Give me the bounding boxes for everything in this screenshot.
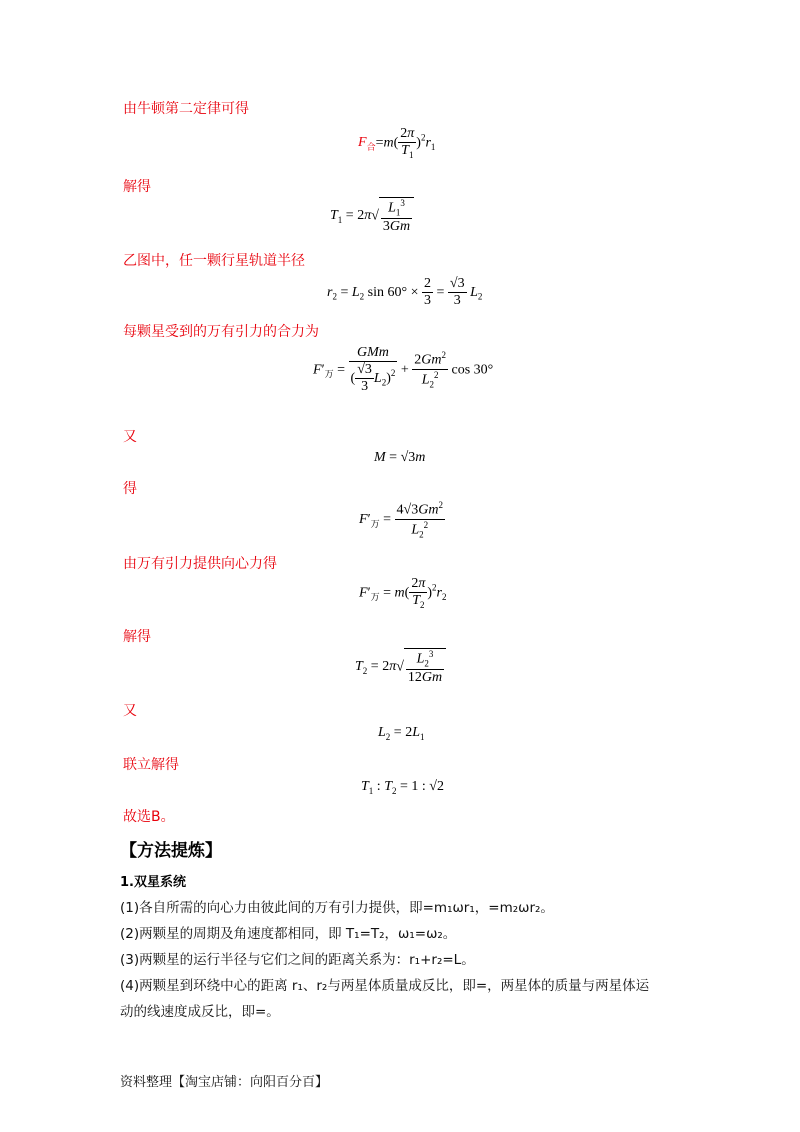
method-item-3: (3)两颗星的运行半径与它们之间的距离关系为：r₁+r₂=L。	[120, 952, 475, 968]
method-item-5: 动的线速度成反比，即=。	[120, 1004, 280, 1020]
method-subtitle: 1.双星系统	[120, 875, 186, 890]
solution-text-2: 解得	[123, 179, 151, 195]
equation-T1: $T_1 = 2\pi√$ $\frac{L_1^3}{3Gm}$	[330, 197, 414, 235]
equation-force-result: $F'_万$ = $\frac{4√3Gm^2}{L_2^2}$	[359, 500, 443, 540]
equation-ratio: $T_1$ : $T_2 = 1$ : √2	[361, 779, 444, 796]
equation-M: M = √3m	[374, 450, 426, 465]
solution-text-4: 每颗星受到的万有引力的合力为	[123, 324, 319, 340]
solution-text-6: 得	[123, 481, 137, 497]
solution-text-10: 联立解得	[123, 757, 179, 773]
equation-centripetal: $F'_万 = m$( $\frac{2\pi}{T_2}$ )$^2r_2$	[359, 576, 447, 610]
equation-r2: $r_2 = L_2$ sin 60° × $\frac{2}{3}$ = $\frac{√3}{3}$ $L_2$	[327, 276, 483, 309]
method-item-4: (4)两颗星到环绕中心的距离 r₁、r₂与两星体质量成反比，即=，两星体的质量与两星体运	[120, 978, 650, 994]
solution-text-5: 又	[123, 429, 137, 445]
equation-force-sum: $F'_万$ = GMm ( $\frac{√3}{3}$ $L_2)^2$ + $\frac{2Gm^2}{L_2^2}$ cos 30°	[313, 345, 494, 395]
solution-answer: 故选B。	[123, 809, 175, 825]
method-title: 【方法提炼】	[120, 841, 222, 861]
method-item-2: (2)两颗星的周期及角速度都相同，即 T₁=T₂，ω₁=ω₂。	[120, 926, 457, 942]
solution-text-9: 又	[123, 703, 137, 719]
solution-text-7: 由万有引力提供向心力得	[123, 556, 277, 572]
equation-T2: $T_2 = 2\pi√$ $\frac{L_2^3}{12Gm}$	[355, 648, 446, 686]
solution-text-1: 由牛顿第二定律可得	[123, 101, 249, 117]
solution-text-3: 乙图中，任一颗行星轨道半径	[123, 253, 305, 269]
equation-newton: $F_合=m$( $\frac{2\pi}{T_1}$ )$^2r_1$	[358, 126, 436, 160]
page-footer: 资料整理【淘宝店铺：向阳百分百】	[120, 1075, 329, 1090]
solution-text-8: 解得	[123, 629, 151, 645]
method-item-1: (1)各自所需的向心力由彼此间的万有引力提供，即=m₁ωr₁，=m₂ωr₂。	[120, 900, 554, 916]
equation-L-relation: $L_2 = 2L_1$	[378, 725, 425, 742]
